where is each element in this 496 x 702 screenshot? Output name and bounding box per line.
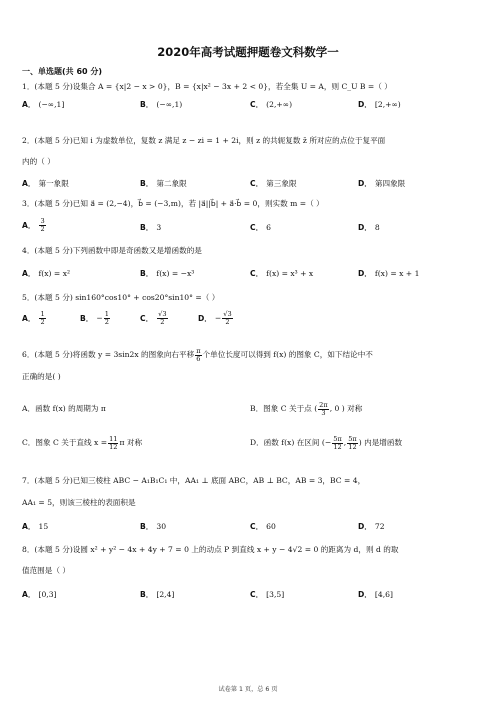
question-8-line1: 8．(本题 5 分)设圆 x² + y² − 4x + 4y + 7 = 0 上的动点 P 到直线 x + y − 4√2 = 0 的距离为 d，则 d 的取: [22, 545, 399, 554]
q5-option-a[interactable]: A． $\frac{1}{2}$: [22, 310, 45, 326]
question-2-line2: 内的（ ）: [22, 157, 55, 166]
q6-shift-fraction: $\frac{\pi}{6}$: [196, 346, 201, 363]
q4-option-a[interactable]: A． f(x) = x²: [22, 269, 71, 278]
q2-option-a[interactable]: A． 第一象限: [22, 179, 69, 188]
question-1-text: 1．(本题 5 分)设集合 A = {x|2 − x > 0}，B = {x|x² − 3x + 2 < 0}，若全集 U = A，则 C_U B =（ ）: [22, 82, 392, 91]
question-1-options: [22, 99, 474, 111]
question-6-options-row1: [22, 398, 474, 420]
question-5-options: [22, 311, 474, 333]
q8-option-a[interactable]: A． [0,3]: [22, 590, 57, 599]
q3-option-a-fraction: $\frac{3}{2}$: [40, 217, 45, 233]
q5-option-c[interactable]: C． $\frac{√3}{2}$: [140, 310, 167, 326]
q7-option-a[interactable]: A． 15: [22, 522, 49, 531]
page-footer: 试卷第 1 页，总 6 页: [218, 686, 278, 693]
q8-option-d[interactable]: D． [4,6]: [358, 590, 393, 599]
q4-option-d[interactable]: D． f(x) = x + 1: [358, 269, 420, 278]
question-7-line1: 7．(本题 5 分)已知三棱柱 ABC − A₁B₁C₁ 中，AA₁ ⊥ 底面 ABC，AB ⊥ BC，AB = 3，BC = 4，: [22, 476, 366, 485]
q3-option-c[interactable]: C． 6: [250, 223, 272, 232]
question-2-line1: 2．(本题 5 分)已知 i 为虚数单位，复数 z 满足 z − zi = 1 + 2i，则 z 的共轭复数 z̄ 所对应的点位于复平面: [22, 136, 386, 145]
q4-option-c[interactable]: C． f(x) = x³ + x: [250, 269, 314, 278]
q3-option-b[interactable]: B． 3: [140, 223, 162, 232]
question-7-line2: AA₁ = 5，则该三棱柱的表面积是: [22, 498, 136, 507]
question-6-line2: 正确的是( ): [22, 372, 61, 381]
q1-option-a[interactable]: A． (−∞,1]: [22, 100, 65, 109]
question-6-options-row2: [22, 432, 474, 454]
q6-option-c[interactable]: C．图象 C 关于直线 x = $\frac{11}{12}$ π 对称: [22, 434, 143, 451]
question-4-text: 4．(本题 5 分)下列函数中即是奇函数又是增函数的是: [22, 246, 202, 255]
q2-option-c[interactable]: C． 第三象限: [250, 179, 297, 188]
question-6-line1: 6．(本题 5 分)将函数 y = 3sin2x 的图象向右平移 $\frac{\pi}{6}$ 个单位长度可以得到 f(x) 的图象 C，如下结论中不: [22, 346, 373, 363]
q5-option-b[interactable]: B． − $\frac{1}{2}$: [80, 310, 109, 326]
q5-option-d[interactable]: D． − $\frac{√3}{2}$: [198, 310, 232, 326]
q7-option-b[interactable]: B． 30: [140, 522, 167, 531]
q1-option-b[interactable]: B． (−∞,1): [140, 100, 183, 109]
q4-option-b[interactable]: B． f(x) = −x³: [140, 269, 195, 278]
question-3-text: 3．(本题 5 分)已知 a⃗ = (2,−4)，b⃗ = (−3,m)，若 |a⃗||b⃗| + a⃗·b⃗ = 0，则实数 m =（ ）: [22, 199, 324, 208]
q6-option-b[interactable]: B．图象 C 关于点 ( $\frac{2\pi}{3}$ , 0 ) 对称: [250, 400, 363, 417]
q8-option-c[interactable]: C． [3,5]: [250, 590, 285, 599]
q3-option-a[interactable]: A． $\frac{3}{2}$: [22, 217, 45, 233]
q1-option-c[interactable]: C． (2,+∞): [250, 100, 293, 109]
question-3-options: [22, 218, 474, 238]
question-4-options: [22, 268, 474, 280]
question-8-options: [22, 589, 474, 601]
q7-option-d[interactable]: D． 72: [358, 522, 385, 531]
question-7-options: [22, 521, 474, 533]
q8-option-b[interactable]: B． [2,4]: [140, 590, 175, 599]
q3-option-d[interactable]: D． 8: [358, 223, 380, 232]
question-5-text: 5．(本题 5 分) sin160°cos10° + cos20°sin10° =（ ）: [22, 293, 220, 302]
question-2-options: [22, 178, 474, 190]
q7-option-c[interactable]: C． 60: [250, 522, 276, 531]
page-title: 2020年高考试题押题卷文科数学一: [157, 45, 339, 59]
q1-option-d[interactable]: D． [2,+∞): [358, 100, 401, 109]
q2-option-d[interactable]: D． 第四象限: [358, 179, 406, 188]
question-8-line2: 值范围是（ ）: [22, 566, 70, 575]
q6-option-a[interactable]: A．函数 f(x) 的周期为 π: [22, 404, 106, 413]
q6-option-d[interactable]: D．函数 f(x) 在区间 (− $\frac{5\pi}{12}$ , $\frac{5\pi}{12}$ ) 内是增函数: [250, 434, 403, 451]
section-heading: 一、单选题(共 60 分): [22, 67, 103, 76]
q2-option-b[interactable]: B． 第二象限: [140, 179, 187, 188]
